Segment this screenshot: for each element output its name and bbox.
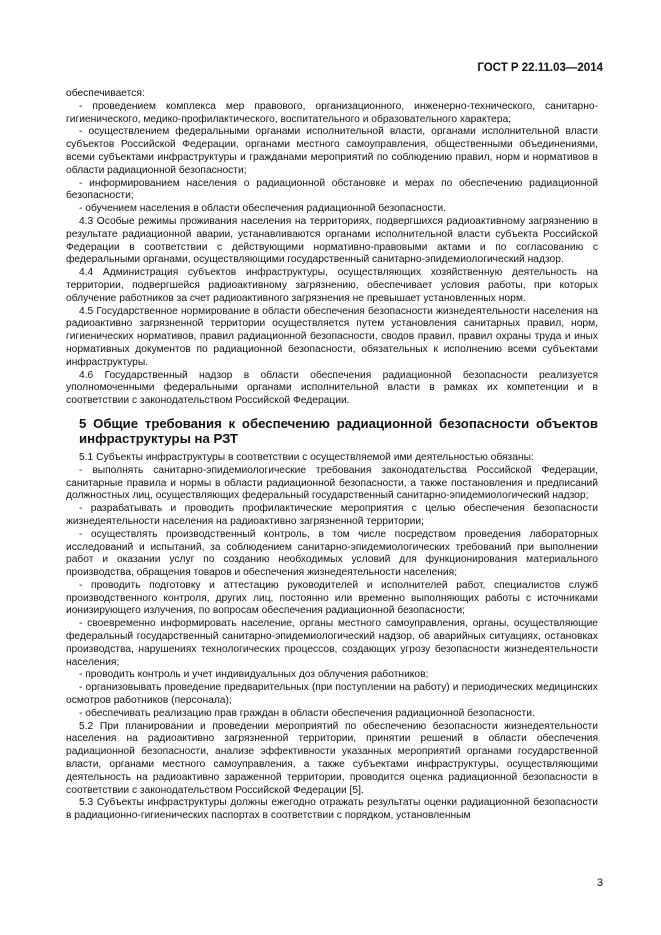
list-item: - проводить контроль и учет индивидуальных доз облучения работников; (79, 669, 429, 681)
clause-4-3: 4.3 Особые режимы проживания населения на территориях, подвергшихся радиоактивному загрязнению в результате радиационной аварии, устанавливаются органами исполнительной власти субъекта Российской Федерации в соответствии с действующими нормативно-правовыми актами и по согласованию с федеральными органами, осуществляющими государственный санитарно-эпидемиологический надзор. (66, 215, 598, 266)
list-item: - информированием населения о радиационной обстановке и мерах по обеспечению радиационной безопасности; (66, 177, 598, 202)
document-header: ГОСТ Р 22.11.03—2014 (477, 62, 603, 74)
clause-4-5: 4.5 Государственное нормирование в области обеспечения безопасности жизнедеятельности населения на радиоактивно загрязненной территории осуществляется путем установления санитарных правил, норм, гигиенических нормативов, правил радиационной безопасности, сводов правил, правил охраны труда и иных нормативных документов по радиационной безопасности, обязательных к исполнению всеми субъектами инфраструктуры. (66, 305, 598, 368)
list-item: - проводить подготовку и аттестацию руководителей и исполнителей работ, специалистов служб производственного контроля, других лиц, постоянно или временно выполняющих работы с источниками ионизирующего излучения, по вопросам обеспечения радиационной безопасности; (66, 579, 598, 617)
clause-5-2: 5.2 При планировании и проведении мероприятий по обеспечению безопасности жизнедеятельности населения на радиоактивно загрязненной территории, принятии решений в области обеспечения радиационной безопасности, анализе эффективности указанных мероприятий органами государственной власти, органами местного самоуправления, а также субъектами инфраструктуры, осуществляющими деятельность на радиоактивно зараженной территории, проводится оценка радиационной безопасности в соответствии с законодательством Российской Федерации [5]. (66, 720, 598, 796)
clause-4-6: 4.6 Государственный надзор в области обеспечения радиационной безопасности реализуется уполномоченными федеральными органами исполнительной власти в рамках их компетенции и в соответствии с законодательством Российской Федерации. (66, 369, 598, 407)
section-heading: 5 Общие требования к обеспечению радиационной безопасности объектов инфраструктуры на РЗТ (79, 415, 598, 446)
page-number: 3 (596, 877, 603, 889)
list-item: - осуществлять производственный контроль, в том числе посредством проведения лабораторных исследований и испытаний, за соблюдением санитарно-эпидемиологических требований при выполнении работ и оказании услуг по созданию необходимых условий для функционирования материального производства, обращения товаров и обеспечения жизнедеятельности населения; (66, 528, 598, 579)
list-item: - разрабатывать и проводить профилактические мероприятия с целью обеспечения безопасности жизнедеятельности населения на радиоактивно загрязненной территории; (66, 503, 598, 527)
list-item: - своевременно информировать население, органы местного самоуправления, органы, осуществляющие федеральный государственный санитарно-эпидемиологический надзор, об аварийных ситуациях, остановках производства, нарушениях технологических процессов, создающих угрозу безопасности жизнедеятельности населения; (66, 618, 598, 668)
list-item: - проведением комплекса мер правового, организационного, инженерно-технического, санитарно-гигиенического, медико-профилактического, воспитательного и образовательного характера; (66, 100, 598, 125)
list-item: - обеспечивать реализацию прав граждан в области обеспечения радиационной безопасности. (79, 707, 535, 719)
list-item: - осуществлением федеральными органами исполнительной власти, органами исполнительной власти субъектов Российской Федерации, органами местного самоуправления, общественными объединениями, всеми субъектами инфраструктуры и гражданами мероприятий по соблюдению правил, норм и нормативов в области радиационной безопасности; (66, 126, 598, 176)
list-item: - обучением населения в области обеспечения радиационной безопасности. (79, 203, 446, 215)
clause-5-3: 5.3 Субъекты инфраструктуры должны ежегодно отражать результаты оценки радиационной безопасности в радиационно-гигиенических паспортах в соответствии с порядком, установленным (66, 797, 598, 822)
list-item: - выполнять санитарно-эпидемиологические требования законодательства Российской Федерации, санитарные правила и нормы в области радиационной безопасности, а также постановления и предписаний должностных лиц, осуществляющих федеральный государственный санитарно-эпидемиологический надзор; (66, 464, 598, 502)
clause-5-1: 5.1 Субъекты инфраструктуры в соответствии с осуществляемой ими деятельностью обязаны: (79, 451, 534, 463)
list-item: - организовывать проведение предварительных (при поступлении на работу) и периодических медицинских осмотров работников (персонала); (66, 682, 598, 707)
clause-4-4: 4.4 Администрация субъектов инфраструктуры, осуществляющих хозяйственную деятельность на территории, подвергшейся радиоактивному загрязнению, обеспечивает условия работы, при которых облучение работников за счет радиоактивного загрязнения не превышает установленных норм. (66, 267, 598, 304)
paragraph: обеспечивается: (66, 88, 145, 99)
document-body (66, 88, 598, 823)
